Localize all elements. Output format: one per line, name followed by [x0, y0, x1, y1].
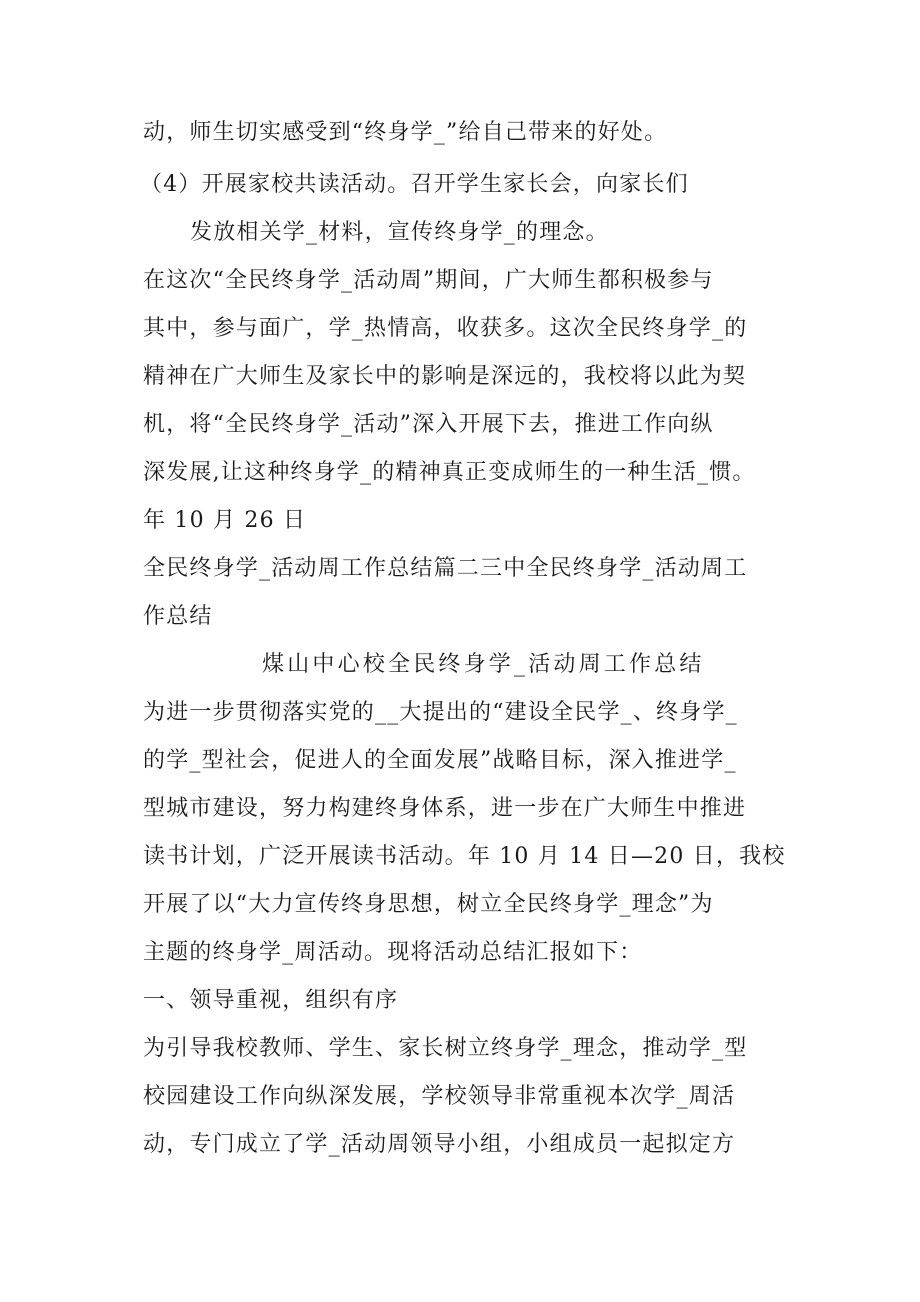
- text-line-17: 开展了以“大力宣传终身思想，树立全民终身学_理念”为: [143, 892, 714, 917]
- subsection-heading: 一、领导重视，组织有序: [143, 988, 399, 1013]
- text-line-15: 型城市建设，努力构建终身体系，进一步在广大师生中推进: [143, 796, 747, 821]
- date-line: 年 10 月 26 日: [143, 508, 307, 533]
- text-line-18: 主题的终身学_周活动。现将活动总结汇报如下：: [143, 940, 643, 965]
- text-line-2: （4）开展家校共读活动。召开学生家长会，向家长们: [140, 172, 689, 197]
- text-line-6: 精神在广大师生及家长中的影响是深远的，我校将以此为契: [143, 364, 747, 389]
- text-line-13: 为进一步贯彻落实党的__大提出的“建设全民学_、终身学_: [143, 700, 738, 725]
- text-line-5: 其中，参与面广，学_热情高，收获多。这次全民终身学_的: [143, 316, 748, 341]
- text-line-4: 在这次“全民终身学_活动周”期间，广大师生都积极参与: [143, 268, 714, 293]
- text-line-21: 校园建设工作向纵深发展，学校领导非常重视本次学_周活: [143, 1084, 736, 1109]
- text-line-16: 读书计划，广泛开展读书活动。年 10 月 14 日—20 日，我校: [143, 844, 786, 869]
- text-line-8: 深发展,让这种终身学_的精神真正变成师生的一种生活_惯。: [143, 460, 756, 485]
- text-line-20: 为引导我校教师、学生、家长树立终身学_理念，推动学_型: [143, 1036, 748, 1061]
- text-line-14: 的学_型社会，促进人的全面发展”战略目标，深入推进学_: [143, 748, 737, 773]
- text-line-22: 动，专门成立了学_活动周领导小组，小组成员一起拟定方: [143, 1132, 736, 1157]
- text-line-1: 动，师生切实感受到“终身学_”给自己带来的好处。: [143, 120, 668, 145]
- section-title-line-2: 作总结: [143, 604, 213, 629]
- section-title-line-1: 全民终身学_活动周工作总结篇二三中全民终身学_活动周工: [143, 556, 748, 581]
- document-heading: 煤山中心校全民终身学_活动周工作总结: [262, 652, 705, 677]
- text-line-3: 发放相关学_材料，宣传终身学_的理念。: [190, 220, 609, 245]
- text-line-7: 机，将“全民终身学_活动”深入开展下去，推进工作向纵: [143, 412, 714, 437]
